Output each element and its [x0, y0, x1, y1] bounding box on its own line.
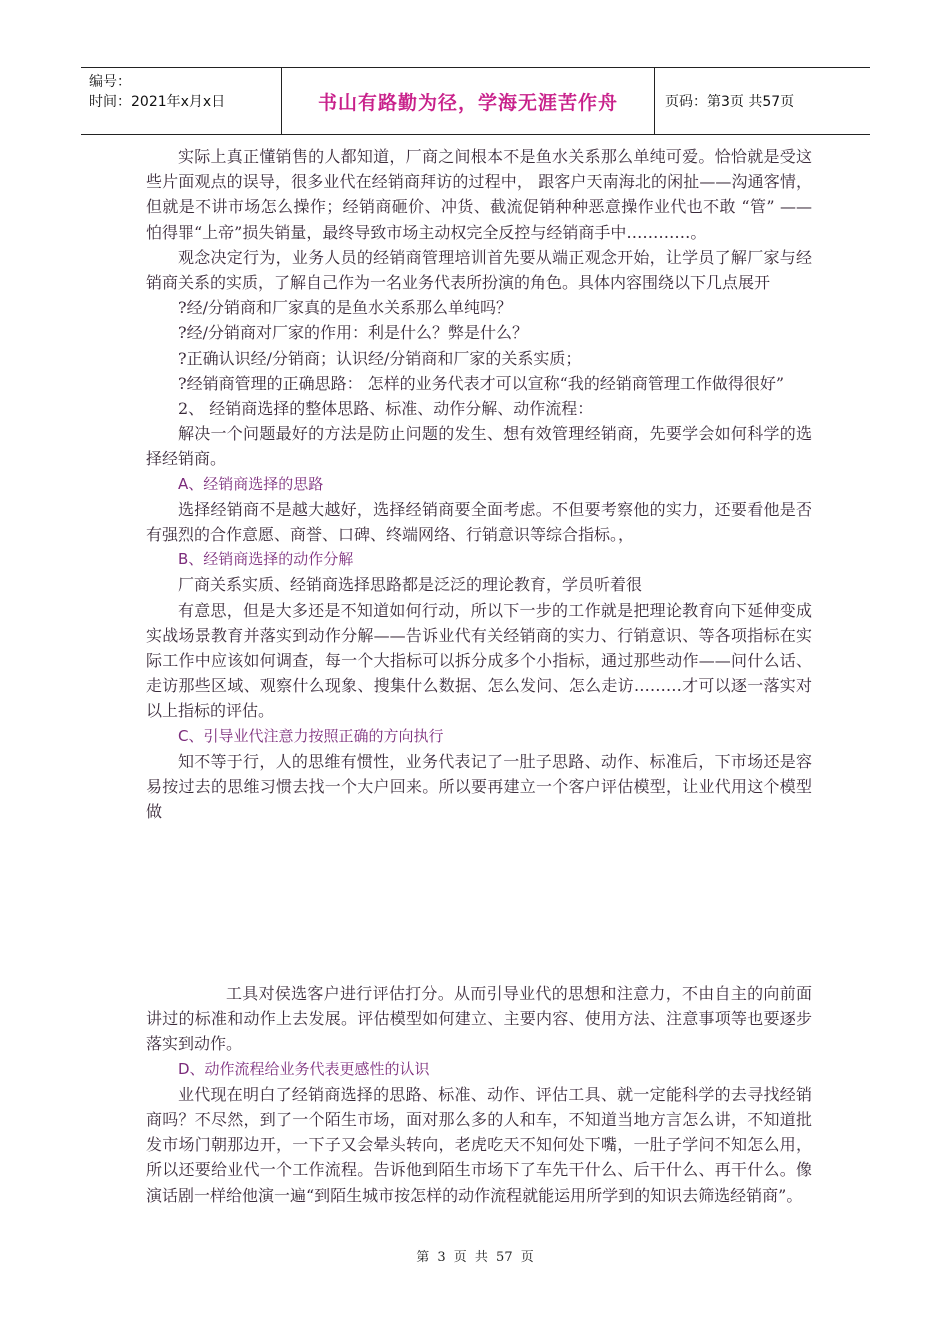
footer-page-number: 第 3 页 共 57 页 — [416, 1250, 534, 1265]
paragraph: 业代现在明白了经销商选择的思路、标准、动作、评估工具、就一定能科学的去寻找经销商吗？不尽然，到了一个陌生市场，面对那么多的人和车，不知道当地方言怎么讲，不知道批发市场门朝那边开，一下子又会晕头转向，老虎吃天不知何处下嘴，一肚子学问不知怎么用，所以还要给业代一个工作流程。告诉他到陌生市场下了车先干什么、后干什么、再干什么。像演话剧一样给他演一遍“到陌生城市按怎样的动作流程就能运用所学到的知识去筛选经销商”。 — [146, 1084, 812, 1205]
header-motto — [282, 68, 655, 134]
subsection-heading: C、引导业代注意力按照正确的方向执行 — [178, 726, 444, 745]
paragraph: 选择经销商不是越大越好，选择经销商要全面考虑。不但要考察他的实力，还要看他是否有强烈的合作意愿、商誉、口碑、终端网络、行销意识等综合指标。， — [146, 499, 812, 545]
header-page-code — [655, 68, 870, 134]
paragraph: 实际上真正懂销售的人都知道，厂商之间根本不是鱼水关系那么单纯可爱。恰恰就是受这些片面观点的误导，很多业代在经销商拜访的过程中， 跟客户天南海北的闲扯——沟通客情， 但就是不讲市场怎么操作；经销商砸价、冲货、截流促销种种恶意操作业代也不敢 “管” ——怕得罪“上帝”损失销量，最终导致市场主动权完全反控与经销商手中…………。 — [146, 147, 812, 242]
paragraph: 解决一个问题最好的方法是防止问题的发生、想有效管理经销商，先要学会如何科学的选择经销商。 — [146, 424, 812, 469]
list-item: ?经销商管理的正确思路： 怎样的业务代表才可以宣称“我的经销商管理工作做得很好” — [178, 373, 785, 393]
subsection-heading: D、动作流程给业务代表更感性的认识 — [178, 1059, 430, 1078]
header-meta — [81, 68, 282, 134]
page-header — [81, 67, 870, 135]
paragraph: 工具对侯选客户进行评估打分。从而引导业代的思想和注意力，不由自主的向前面讲过的标准和动作上去发展。评估模型如何建立、主要内容、使用方法、注意事项等也要逐步落实到动作。 — [146, 984, 812, 1054]
page-footer — [0, 1246, 950, 1265]
paragraph: 知不等于行，人的思维有惯性，业务代表记了一肚子思路、动作、标准后，下市场还是容易按过去的思维习惯去找一个大户回来。所以要再建立一个客户评估模型，让业代用这个模型做 — [146, 751, 812, 822]
section-heading: 2、 经销商选择的整体思路、标准、动作分解、动作流程： — [178, 399, 594, 419]
paragraph: 有意思，但是大多还是不知道如何行动，所以下一步的工作就是把理论教育向下延伸变成实战场景教育并落实到动作分解——告诉业代有关经销商的实力、行销意识、等各项指标在实际工作中应该如何调查，每一个大指标可以拆分成多个小指标，通过那些动作——问什么话、走访那些区域、观察什么现象、搜集什么数据、怎么发问、怎么走访………才可以逐一落实对以上指标的评估。 — [146, 600, 812, 721]
page-code-text: 页码：第3页 共57页 — [665, 94, 795, 110]
list-item: ?经/分销商和厂家真的是鱼水关系那么单纯吗？ — [178, 298, 512, 318]
subsection-heading: A、经销商选择的思路 — [178, 474, 324, 493]
list-item: ?正确认识经/分销商；认识经/分销商和厂家的关系实质； — [178, 348, 582, 368]
date-label: 时间：2021年x月x日 — [89, 94, 226, 110]
list-item: ?经/分销商对厂家的作用：利是什么？弊是什么？ — [178, 323, 528, 343]
motto-text: 书山有路勤为径，学海无涯苦作舟 — [317, 91, 618, 114]
number-label: 编号： — [89, 74, 131, 90]
paragraph: 观念决定行为，业务人员的经销商管理培训首先要从端正观念开始，让学员了解厂家与经销商关系的实质，了解自己作为一名业务代表所扮演的角色。具体内容围绕以下几点展开 — [146, 247, 812, 293]
body-text-block-1 — [146, 144, 812, 824]
body-text-block-2 — [146, 981, 812, 1208]
subsection-heading: B、经销商选择的动作分解 — [178, 550, 354, 569]
paragraph: 厂商关系实质、经销商选择思路都是泛泛的理论教育，学员听着很 — [178, 575, 643, 595]
